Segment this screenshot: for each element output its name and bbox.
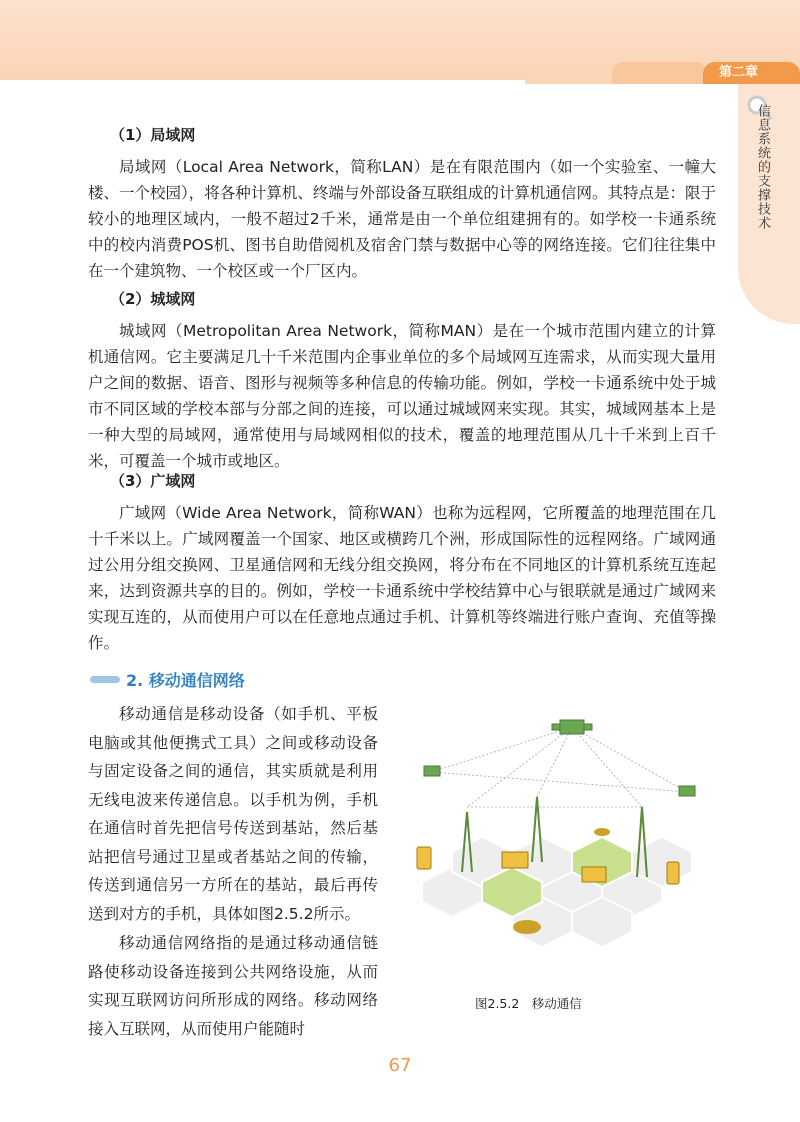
figure-caption: 图2.5.2 移动通信 (475, 996, 582, 1011)
satellite-icon (424, 766, 695, 796)
hex-ground (422, 837, 692, 947)
side-title: 信息系统的支撑技术 (755, 104, 770, 230)
chapter-tab: 第二章 (703, 62, 800, 84)
header-tab-decor (525, 62, 617, 84)
mobile-paragraph-1: 移动通信是移动设备（如手机、平板电脑或其他便携式工具）之间或移动设备与固定设备之间的通信，其实质就是利用无线电波来传递信息。以手机为例，手机在通信时首先把信号传送到基站，然后基站把信号通过卫星或者基站之间的传输，传送到通信另一方所在的基站，最后再传送到对方的手机，具体如图2.5.2所示。 (88, 705, 378, 923)
header-tab-decor (612, 62, 708, 84)
section-bar-decor (90, 676, 120, 683)
mobile-communication-figure (402, 702, 712, 952)
lan-heading: （1）局域网 (110, 126, 196, 144)
mobile-paragraph-2: 移动通信网络指的是通过移动通信链路使移动设备连接到公共网络设施，从而实现互联网访问所形成的网络。移动网络接入互联网，从而使用户能随时 (88, 934, 378, 1038)
wan-paragraph: 广域网（Wide Area Network，简称WAN）也称为远程网，它所覆盖的地理范围在几十千米以上。广域网覆盖一个国家、地区或横跨几个洲，形成国际性的远程网络。广域网通过公用分组交换网、卫星通信网和无线分组交换网，将分布在不同地区的计算机系统互连起来，达到资源共享的目的。例如，学校一卡通系统中学校结算中心与银联就是通过广域网来实现互连的，从而使用户可以在任意地点通过手机、计算机等终端进行账户查询、充值等操作。 (88, 504, 716, 652)
man-paragraph: 城域网（Metropolitan Area Network，简称MAN）是在一个城市范围内建立的计算机通信网。它主要满足几十千米范围内企事业单位的多个局域网互连需求，从而实现大量用户之间的数据、语音、图形与视频等多种信息的传输功能。例如，学校一卡通系统中处于城市不同区域的学校本部与分部之间的连接，可以通过城域网来实现。其实，城域网基本上是一种大型的局域网，通常使用与局域网相似的技术，覆盖的地理范围从几十千米到上百千米，可覆盖一个城市或地区。 (88, 322, 716, 470)
section-title: 2. 移动通信网络 (126, 671, 245, 690)
man-heading: （2）城域网 (110, 290, 196, 308)
lan-paragraph: 局域网（Local Area Network，简称LAN）是在有限范围内（如一个实验室、一幢大楼、一个校园），将各种计算机、终端与外部设备互联组成的计算机通信网。其特点是：限于较小的地理区域内，一般不超过2千米，通常是由一个单位组建拥有的。如学校一卡通系统中的校内消费POS机、图书自助借阅机及宿舍门禁与数据中心等的网络连接。它们往往集中在一个建筑物、一个校区或一个厂区内。 (88, 158, 716, 280)
wan-heading: （3）广域网 (110, 472, 196, 490)
section-heading (90, 668, 245, 691)
page-number: 67 (388, 1055, 412, 1076)
side-chapter-band (738, 84, 800, 324)
satellite-icon (552, 720, 592, 734)
